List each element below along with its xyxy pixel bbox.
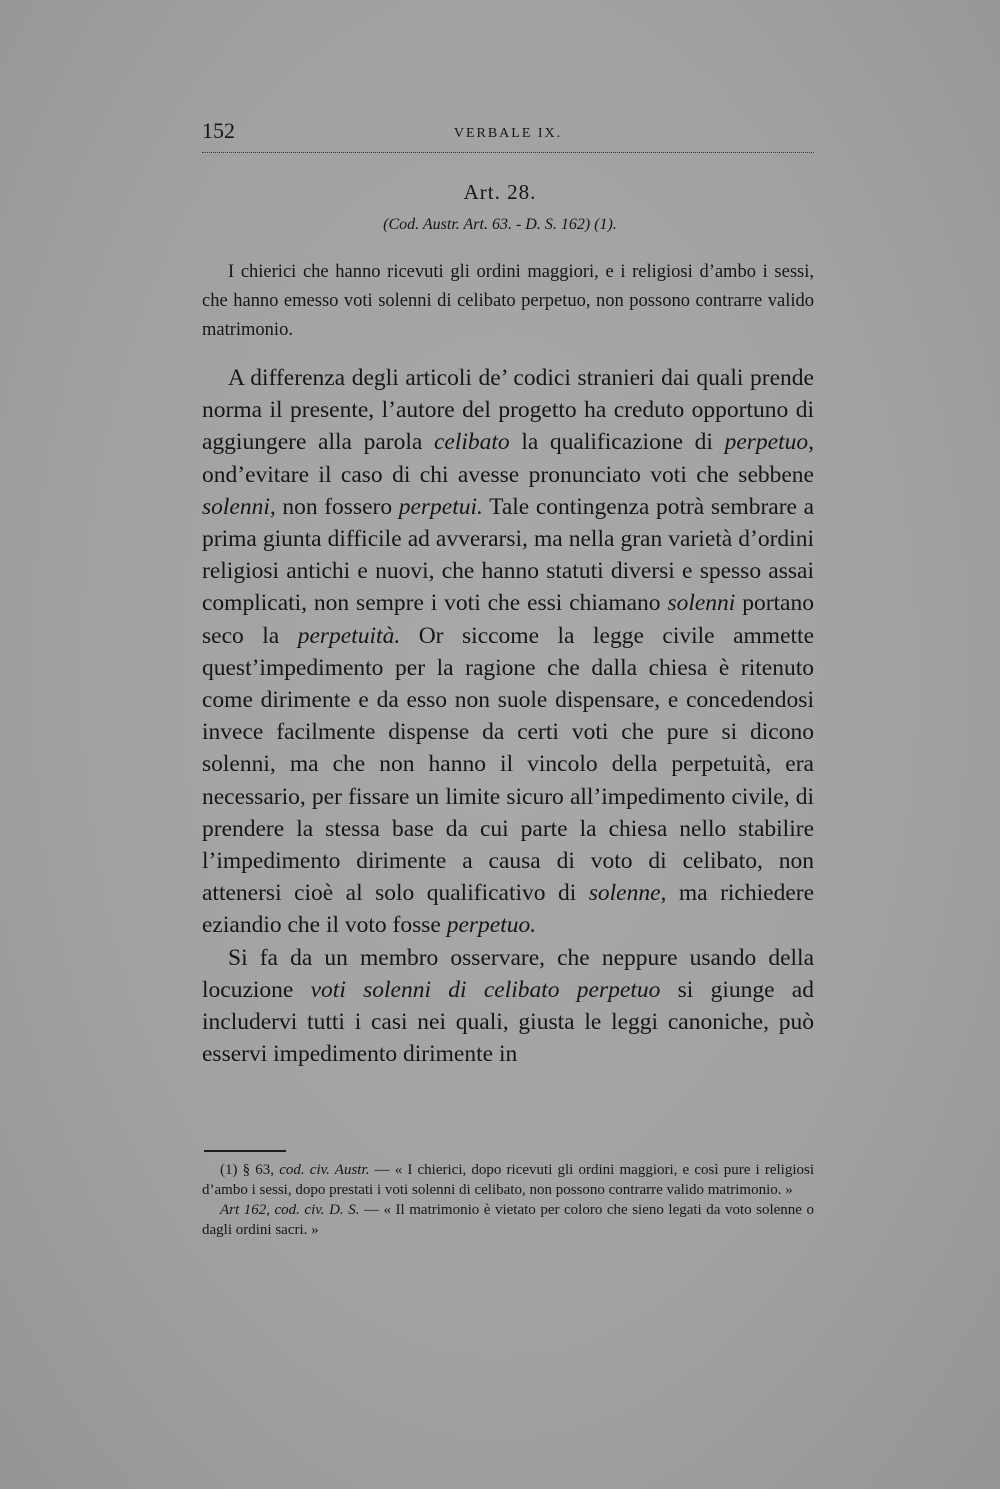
emphasis: perpetui. (398, 493, 483, 520)
footnote-1: (1) § 63, cod. civ. Austr. — « I chierici, dopo ricevuti gli ordini maggiori, e così pure i religiosi d’ambo i sessi, dopo prestati i voti solenni di celibato, non possono contrarre valido matrimonio. » (202, 1162, 814, 1198)
article-text: I chierici che hanno ricevuti gli ordini maggiori, e i religiosi d’ambo i sessi, che hanno emesso voti solenni di celibato perpetuo, non possono contrarre valido matrimonio. (202, 262, 814, 340)
emphasis: voti solenni di celibato perpetuo (310, 976, 661, 1003)
article-title: Art. 28. (463, 180, 537, 204)
paragraph-2: Si fa da un membro osservare, che neppure usando della locuzione voti solenni di celibato perpetuo si giunge ad includervi tutti i casi nei quali, giusta le leggi canoniche, può esservi impedimento dirimente in (202, 944, 814, 1068)
emphasis: perpetuità. (297, 622, 401, 649)
page-header (202, 118, 814, 153)
footnotes (202, 1160, 814, 1240)
emphasis: perpetuo. (446, 912, 537, 939)
emphasis: Art 162, cod. civ. D. S. (220, 1202, 360, 1218)
emphasis: cod. civ. Austr. (279, 1162, 370, 1178)
emphasis: solenni (667, 590, 736, 617)
page-number: 152 (202, 118, 235, 143)
article-reference: (Cod. Austr. Art. 63. - D. S. 162) (1). (383, 216, 617, 233)
emphasis: solenne, (588, 880, 667, 907)
footnote-rule (204, 1150, 286, 1152)
running-head: VERBALE IX. (453, 126, 563, 141)
paragraph-1: A differenza degli articoli de’ codici stranieri dai quali prende norma il presente, l’autore del progetto ha creduto opportuno di aggiungere alla parola celibato la qualificazione di perpetuo, ond’evitare il caso di chi avesse pronunciato voti che sebbene solenni, non fossero perpetui. Tale contingenza potrà sembrare a prima giunta difficile ad avverarsi, ma nella gran varietà d’ordini religiosi antichi e nuovi, che hanno statuti diversi e spesso assai complicati, non sempre i voti che essi chiamano solenni portano seco la perpetuità. Or siccome la legge civile ammette quest’impedimento per la ragione che dalla chiesa è ritenuto come dirimente e da esso non suole dispensare, e concedendosi invece facilmente dispense da certi voti che pure si dicono solenni, ma che non hanno il vincolo della perpetuità, era necessario, per fissare un limite sicuro all’impedimento civile, di prendere la stessa base da cui parte la chiesa nello stabilire l’impedimento dirimente a causa di voto di celibato, non attenersi cioè al solo qualificativo di solenne, ma richiedere eziandio che il voto fosse perpetuo. (202, 365, 815, 939)
footnote-2: Art 162, cod. civ. D. S. — « Il matrimonio è vietato per coloro che sieno legati da voto solenne o dagli ordini sacri. » (202, 1202, 815, 1238)
emphasis: perpetuo, (724, 429, 814, 456)
emphasis: celibato (433, 429, 510, 456)
emphasis: solenni, (202, 493, 276, 520)
commentary (202, 362, 814, 1070)
